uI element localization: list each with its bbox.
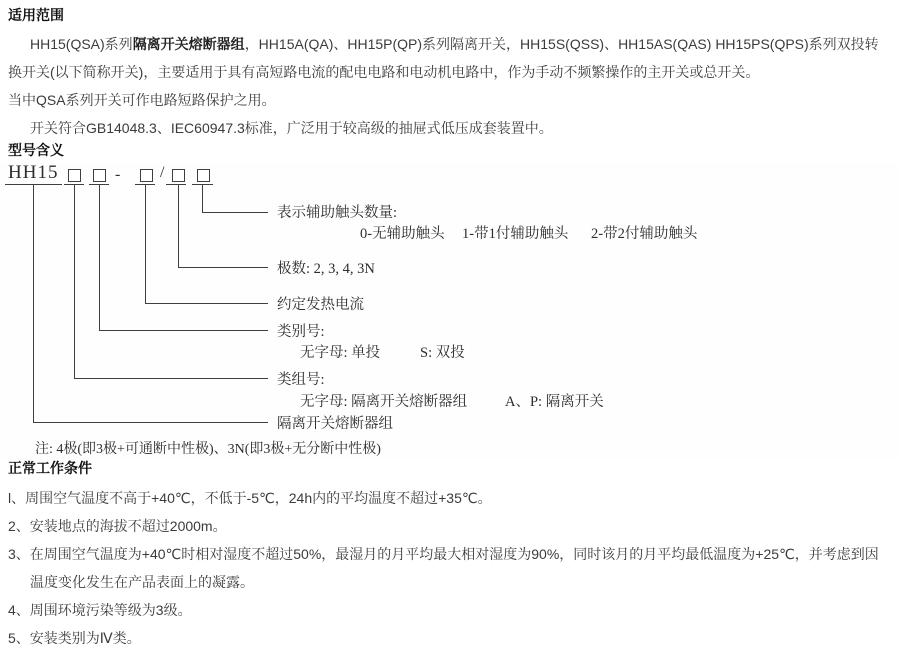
label-current: 约定发热电流 bbox=[277, 297, 364, 313]
diagram-note: 注: 4极(即3极+可通断中性极)、3N(即3极+无分断中性极) bbox=[35, 442, 381, 457]
connector-horizontal-base bbox=[33, 422, 268, 423]
label-base: 隔离开关熔断器组 bbox=[277, 416, 393, 432]
series-intro-rest: ，HH15A(QA)、HH15P(QP)系列隔离开关，HH15S(QSS)、HH15AS(QAS) HH15PS(QPS)系列双投转换开关(以下简称开关)，主要适用于具有高短路电流的配电电路和电动机电路中，作为手动不频繁操作的主开关或总开关。 bbox=[8, 36, 879, 80]
section-scope bbox=[0, 4, 900, 142]
paragraph-standards: 开关符合GB14048.3、IEC60947.3标准，广泛用于较高级的抽屉式低压成套装置中。 bbox=[30, 120, 553, 136]
series-intro-bold-term: 隔离开关熔断器组 bbox=[132, 36, 245, 52]
section-heading-model: 型号含义 bbox=[8, 142, 64, 158]
code-box-current bbox=[140, 169, 153, 182]
label-aux-option-2: 2-带2付辅助触头 bbox=[591, 226, 698, 242]
label-group-option-0: 无字母: 隔离开关熔断器组 bbox=[300, 394, 468, 410]
connector-horizontal-category bbox=[99, 330, 268, 331]
connector-vertical-current bbox=[145, 184, 146, 303]
code-box-category bbox=[93, 169, 106, 182]
condition-item-2: 2、安装地点的海拔不超过2000m。 bbox=[8, 518, 227, 534]
series-intro-pre: HH15(QSA)系列 bbox=[30, 36, 133, 52]
slash-separator: / bbox=[160, 164, 165, 181]
model-code-diagram bbox=[0, 163, 900, 459]
label-category-option-0: 无字母: 单投 bbox=[300, 345, 381, 361]
connector-vertical-category bbox=[99, 184, 100, 330]
label-group-title: 类组号: bbox=[277, 372, 325, 388]
underline-poles bbox=[166, 184, 186, 185]
connector-horizontal-group bbox=[74, 378, 268, 379]
section-heading-scope: 适用范围 bbox=[8, 7, 64, 23]
label-poles: 极数: 2, 3, 4, 3N bbox=[277, 261, 375, 277]
section-working-conditions bbox=[0, 456, 900, 648]
condition-item-4: 4、周围环境污染等级为3级。 bbox=[8, 602, 192, 618]
label-group-option-1: A、P: 隔离开关 bbox=[505, 394, 604, 410]
label-aux-title: 表示辅助触头数量: bbox=[277, 205, 398, 221]
condition-item-1: l、周围空气温度不高于+40℃，不低于-5℃，24h内的平均温度不超过+35℃。 bbox=[8, 490, 492, 506]
connector-horizontal-poles bbox=[178, 267, 268, 268]
label-aux-option-0: 0-无辅助触头 bbox=[360, 226, 445, 242]
paragraph-qsa-protection: 当中QSA系列开关可作电路短路保护之用。 bbox=[8, 92, 276, 108]
code-box-poles bbox=[172, 169, 185, 182]
code-box-aux bbox=[197, 169, 210, 182]
section-model-meaning bbox=[0, 139, 900, 459]
label-category-option-1: S: 双投 bbox=[420, 345, 465, 361]
paragraph-series-intro bbox=[0, 30, 900, 86]
dash-separator: - bbox=[115, 166, 121, 183]
condition-item-3: 3、在周围空气温度为+40℃时相对湿度不超过50%，最湿月的月平均最大相对湿度为90%，同时该月的月平均最低温度为+25℃，并考虑到因温度变化发生在产品表面上的凝露。 bbox=[8, 546, 879, 590]
label-category-title: 类别号: bbox=[277, 324, 325, 340]
connector-vertical-group bbox=[74, 184, 75, 378]
connector-vertical-aux bbox=[202, 184, 203, 212]
connector-vertical-poles bbox=[178, 184, 179, 267]
connector-horizontal-aux bbox=[202, 212, 268, 213]
connector-horizontal-current bbox=[145, 303, 268, 304]
label-aux-option-1: 1-带1付辅助触头 bbox=[462, 226, 569, 242]
connector-vertical-base bbox=[33, 184, 34, 422]
code-box-group bbox=[68, 169, 81, 182]
section-heading-conditions: 正常工作条件 bbox=[8, 460, 92, 476]
condition-item-5: 5、安装类别为Ⅳ类。 bbox=[8, 630, 141, 646]
model-prefix-text: HH15 bbox=[8, 162, 59, 183]
